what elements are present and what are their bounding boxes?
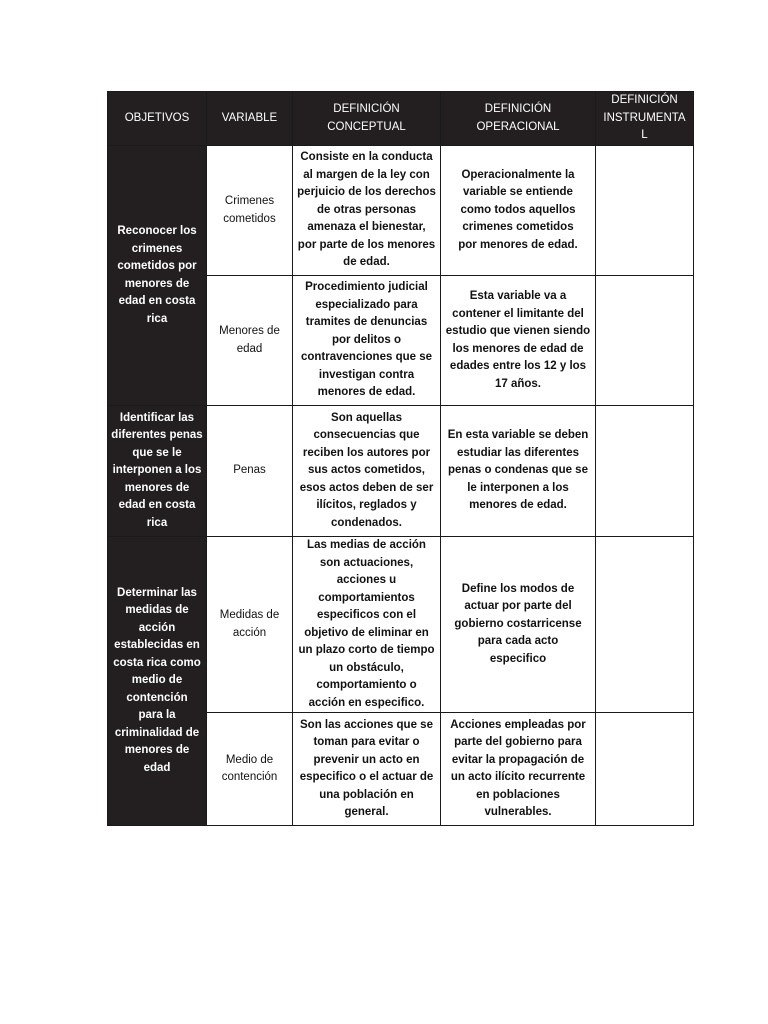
conceptual-cell: Son las acciones que se toman para evitar o prevenir un acto en especifico o el actuar de una población en general.: [293, 713, 441, 826]
header-objetivos: OBJETIVOS: [108, 92, 207, 146]
objective-cell: Determinar las medidas de acción establecidas en costa rica como medio de contención para la criminalidad de menores de edad: [108, 537, 207, 826]
operational-cell: Define los modos de actuar por parte del gobierno costarricense para cada acto especifico: [441, 537, 596, 713]
instrumental-cell: [596, 713, 694, 826]
variable-cell: Crimenes cometidos: [207, 146, 293, 276]
table-row: [108, 406, 694, 537]
table-row: [108, 146, 694, 276]
operational-cell: Operacionalmente la variable se entiende como todos aquellos crimenes cometidos por menores de edad.: [441, 146, 596, 276]
variable-cell: Penas: [207, 406, 293, 537]
operational-cell: En esta variable se deben estudiar las diferentes penas o condenas que se le interponen a los menores de edad.: [441, 406, 596, 537]
instrumental-cell: [596, 537, 694, 713]
conceptual-cell: Son aquellas consecuencias que reciben los autores por sus actos cometidos, esos actos deben de ser ilícitos, reglados y condenados.: [293, 406, 441, 537]
variable-cell: Medidas de acción: [207, 537, 293, 713]
objective-cell: Reconocer los crimenes cometidos por menores de edad en costa rica: [108, 146, 207, 406]
header-definicion-operacional: DEFINICIÓN OPERACIONAL: [441, 92, 596, 146]
conceptual-cell: Procedimiento judicial especializado para tramites de denuncias por delitos o contravenciones que se investigan contra menores de edad.: [293, 276, 441, 406]
conceptual-cell: Las medias de acción son actuaciones, acciones u comportamientos especificos con el objetivo de eliminar en un plazo corto de tiempo un obstáculo, comportamiento o acción en especifico.: [293, 537, 441, 713]
instrumental-cell: [596, 406, 694, 537]
variable-cell: Medio de contención: [207, 713, 293, 826]
conceptual-cell: Consiste en la conducta al margen de la ley con perjuicio de los derechos de otras personas amenaza el bienestar, por parte de los menores de edad.: [293, 146, 441, 276]
variables-table: [107, 91, 694, 826]
operational-cell: Esta variable va a contener el limitante del estudio que vienen siendo los menores de edad de edades entre los 12 y los 17 años.: [441, 276, 596, 406]
table-header-row: [108, 92, 694, 146]
header-definicion-instrumental: DEFINICIÓN INSTRUMENTA L: [596, 92, 694, 146]
table-row: [108, 537, 694, 713]
table-container: [107, 91, 694, 826]
objective-cell: Identificar las diferentes penas que se le interponen a los menores de edad en costa rica: [108, 406, 207, 537]
instrumental-cell: [596, 276, 694, 406]
header-variable: VARIABLE: [207, 92, 293, 146]
variable-cell: Menores de edad: [207, 276, 293, 406]
header-definicion-conceptual: DEFINICIÓN CONCEPTUAL: [293, 92, 441, 146]
instrumental-cell: [596, 146, 694, 276]
operational-cell: Acciones empleadas por parte del gobierno para evitar la propagación de un acto ilícito recurrente en poblaciones vulnerables.: [441, 713, 596, 826]
